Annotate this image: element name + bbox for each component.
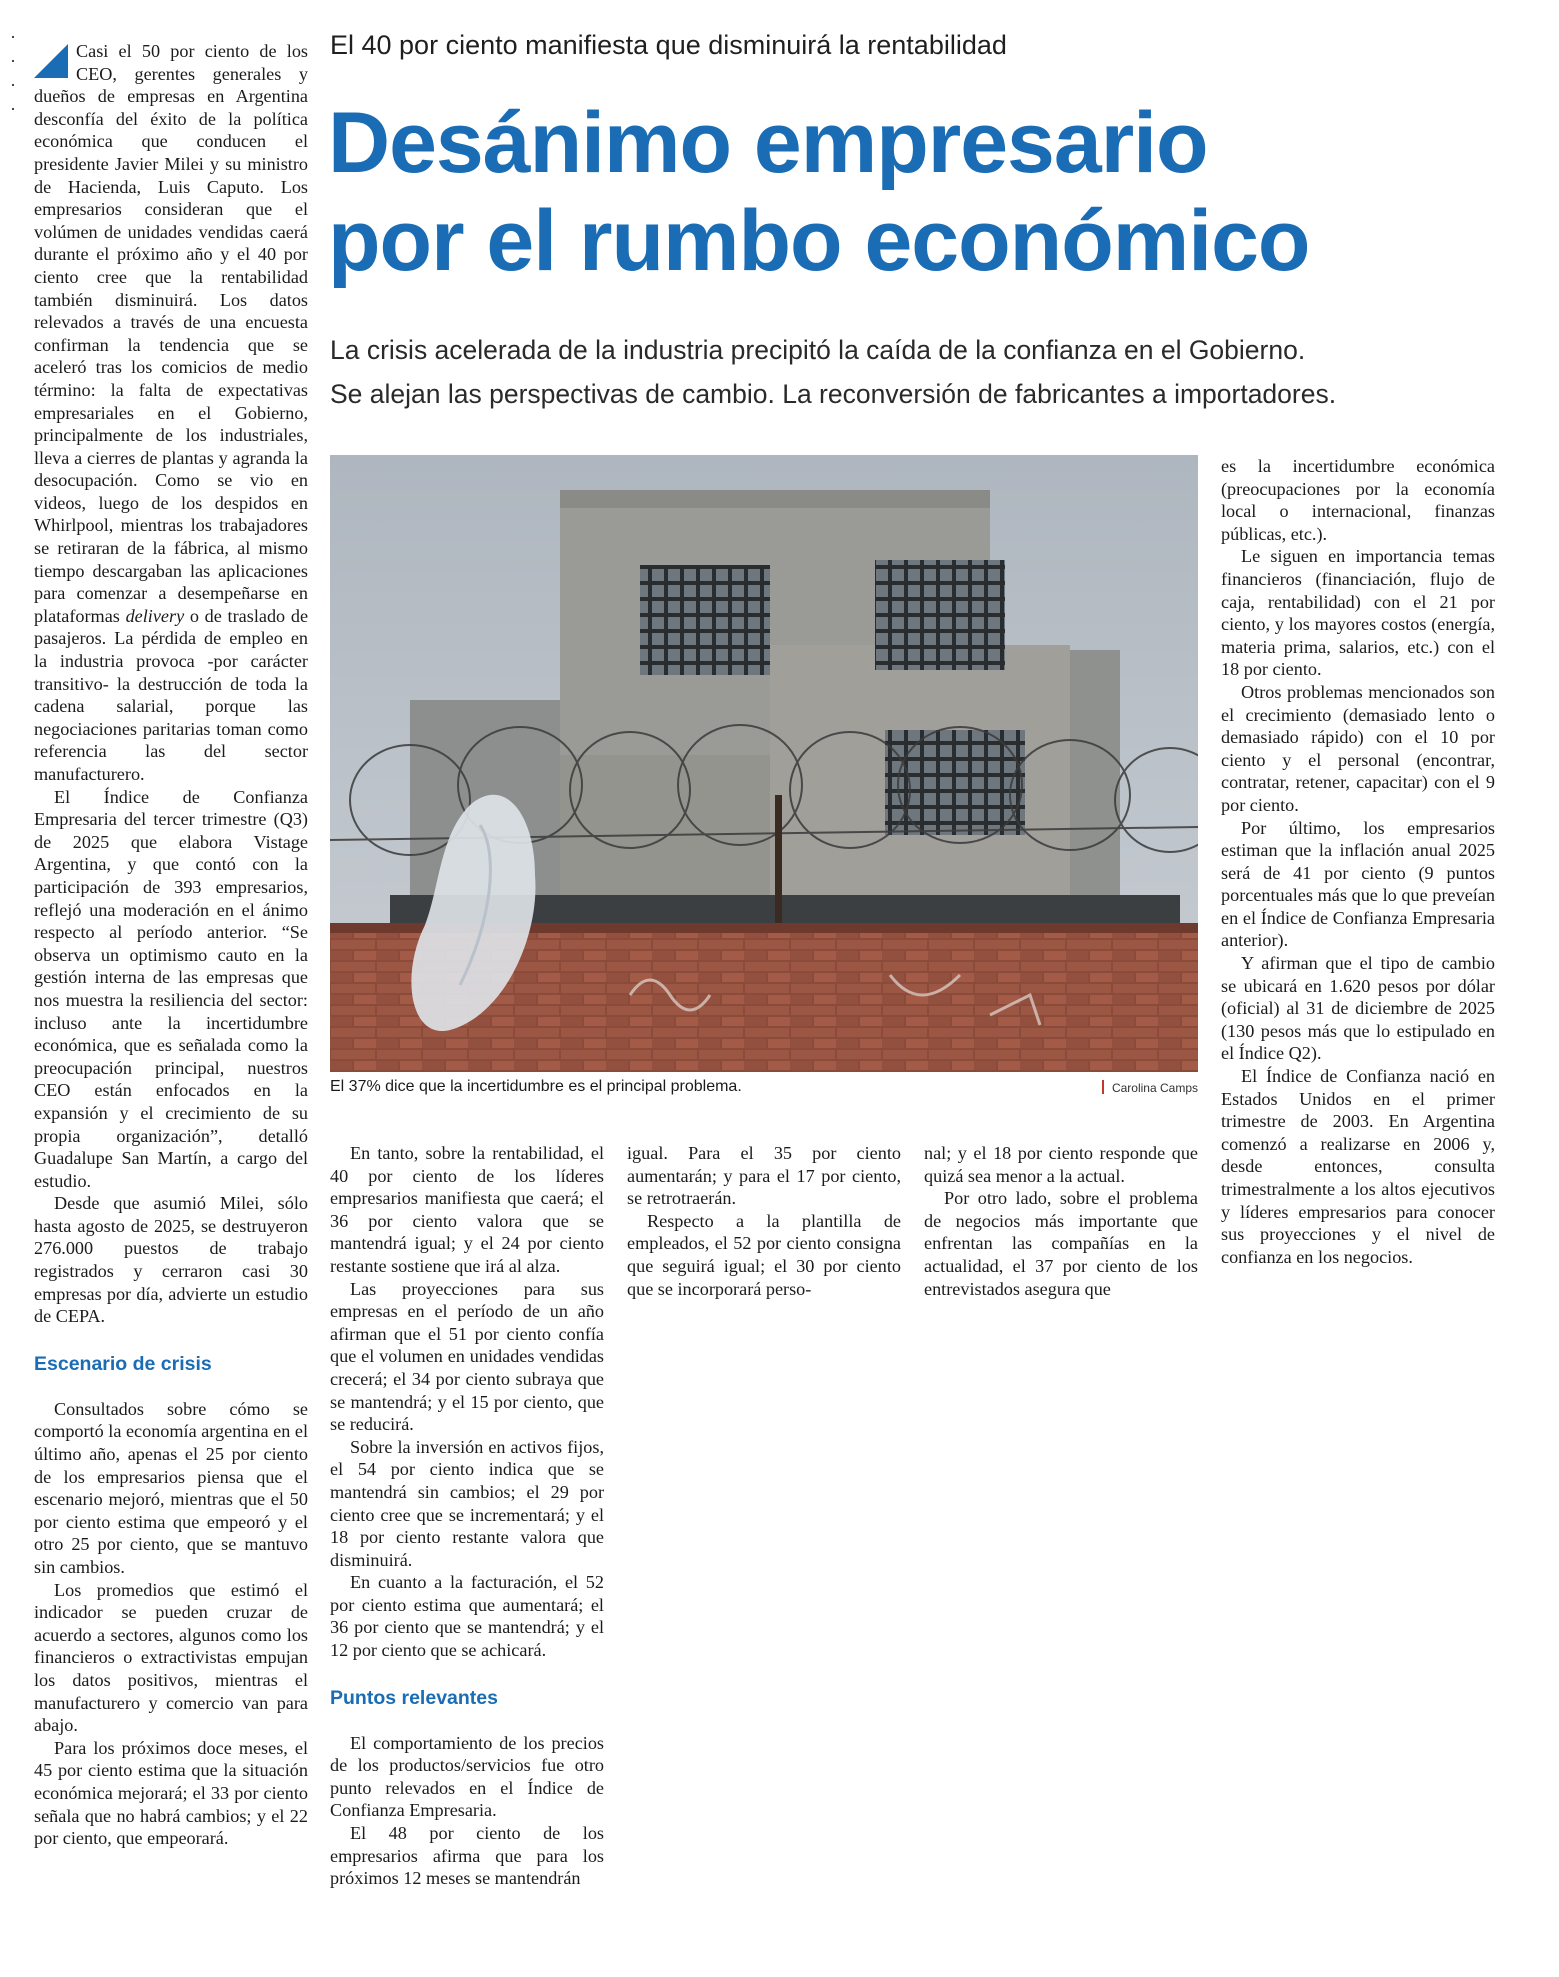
paragraph: Por último, los empresarios estiman que la inflación anual 2025 será de 41 por ciento (9 puntos porcentuales más que lo que preveían en el Índice de Confianza Empresaria anterior). (1221, 817, 1495, 951)
headline-line-2: por el rumbo económico (328, 193, 1310, 289)
photo-credit: Carolina Camps (1102, 1080, 1198, 1095)
lead-triangle-icon (34, 44, 68, 78)
paragraph: Respecto a la plantilla de empleados, el 52 por ciento consigna que seguirá igual; el 30 por ciento que se incorporará perso- (627, 1210, 901, 1299)
paragraph: El Índice de Confianza Empresaria del tercer trimestre (Q3) de 2025 que elabora Vistage Argentina, y que contó con la participación de 393 empresarios, reflejó una moderación en el ánimo respecto al período anterior. “Se observa un optimismo cauto en la gestión interna de las empresas que nos muestra la resiliencia del sector: incluso ante la incertidumbre económica, que es señalada como la preocupación principal, nuestros CEO están enfocados en la expansión y el crecimiento de su propia organización”, detalló Guadalupe San Martín, a cargo del estudio. (34, 786, 308, 1191)
paragraph: igual. Para el 35 por ciento aumentarán; y para el 17 por ciento, se retrotraerán. (627, 1143, 901, 1209)
deck-line-2: Se alejan las perspectivas de cambio. La reconversión de fabricantes a importadores. (330, 379, 1337, 409)
paragraph: es la incertidumbre económica (preocupaciones por la economía local o internacional, finanzas públicas, etc.). (1221, 456, 1495, 544)
article-column-1 (34, 40, 308, 1850)
paragraph: Sobre la inversión en activos fijos, el 54 por ciento indica que se mantendrá sin cambios; el 29 por ciento cree que se incrementará; y el 18 por ciento restante valora que disminuirá. (330, 1436, 604, 1570)
paragraph: El Índice de Confianza nació en Estados Unidos en el primer trimestre de 2003. En Argentina comenzó a realizarse en 2006 y, desde entonces, consulta trimestralmente a los altos ejecutivos y líderes empresarios para conocer sus proyecciones y el nivel de confianza en los negocios. (1221, 1066, 1495, 1267)
paragraph: En tanto, sobre la rentabilidad, el 40 por ciento de los líderes empresarios manifiesta que caerá; el 36 por ciento valora que se mantendrá igual; y el 24 por ciento restante sostiene que irá al alza. (330, 1143, 604, 1276)
article-column-5 (1221, 455, 1495, 1268)
paragraph: Para los próximos doce meses, el 45 por ciento estima que la situación económica mejorará; el 33 por ciento señala que no habrá cambios; y el 22 por ciento, que empeorará. (34, 1737, 308, 1849)
deck-line-1: La crisis acelerada de la industria precipitó la caída de la confianza en el Gobierno. (330, 335, 1306, 365)
paragraph: Por otro lado, sobre el problema de negocios más importante que enfrentan las compañías en la actualidad, el 37 por ciento de los entrevistados asegura que (924, 1188, 1198, 1299)
paragraph: Y afirman que el tipo de cambio se ubicará en 1.620 pesos por dólar (oficial) al 31 de diciembre de 2025 (130 pesos más que lo estipulado en el Índice Q2). (1221, 953, 1495, 1064)
headline (328, 94, 1528, 290)
lead-paragraph: Casi el 50 por ciento de los CEO, gerentes generales y dueños de empresas en Argentina desconfía del éxito de la política económica que conducen el presidente Javier Milei y su ministro de Hacienda, Luis Caputo. Los empresarios consideran que el volúmen de unidades vendidas caerá durante el próximo año y el 40 por ciento cree que la rentabilidad también disminuirá. Los datos relevados a través de una encuesta confirman la tendencia que se aceleró tras los comicios de medio término: la falta de expectativas empresariales en el Gobierno, principalmente de los industriales, lleva a cierres de plantas y agranda la desocupación. Como se vio en videos, luego de los despidos en Whirlpool, mientras los trabajadores se retiraran de la fábrica, al mismo tiempo descargaban las aplicaciones para comenzar a desempeñarse en plataformas delivery o de traslado de pasajeros. La pérdida de empleo en la industria provoca -por carácter transitivo- la destrucción de toda la cadena salarial, porque las negociaciones paritarias toman como referencia las del sector manufacturero. (34, 41, 309, 784)
article-column-2 (330, 1142, 604, 1890)
deck (330, 328, 1530, 416)
paragraph: El comportamiento de los precios de los productos/servicios fue otro punto relevados en el Índice de Confianza Empresaria. (330, 1732, 604, 1821)
article-column-4 (924, 1142, 1198, 1300)
caption-text: El 37% dice que la incertidumbre es el principal problema. (330, 1078, 742, 1095)
paragraph: Consultados sobre cómo se comportó la economía argentina en el último año, apenas el 25 por ciento de los empresarios piensa que el escenario mejoró, mientras que el 50 por ciento estima que empeoró y el otro 25 por ciento, que se mantuvo sin cambios. (34, 1398, 308, 1577)
paragraph: Los promedios que estimó el indicador se pueden cruzar de acuerdo a sectores, algunos como los financieros o extractivistas empujan los datos positivos, mientras el manufacturero y comercio van para abajo. (34, 1579, 308, 1736)
subhead-escenario: Escenario de crisis (34, 1352, 212, 1375)
kicker: El 40 por ciento manifiesta que disminuirá la rentabilidad (330, 30, 1007, 60)
paragraph: Otros problemas mencionados son el crecimiento (demasiado lento o demasiado rápido) con el 10 por ciento y el personal (encontrar, contratar, retener, capacitar) con el 9 por ciento. (1221, 681, 1495, 815)
paragraph: nal; y el 18 por ciento responde que quizá sea menor a la actual. (924, 1143, 1198, 1186)
subhead-puntos: Puntos relevantes (330, 1686, 498, 1709)
photo-caption (330, 1078, 1198, 1096)
page-edge-marks (12, 36, 16, 132)
paragraph: El 48 por ciento de los empresarios afirma que para los próximos 12 meses se mantendrán (330, 1823, 604, 1889)
headline-line-1: Desánimo empresario (328, 95, 1208, 191)
paragraph: Desde que asumió Milei, sólo hasta agosto de 2025, se destruyeron 276.000 puestos de trabajo registrados y cerraron casi 30 empresas por día, advierte un estudio de CEPA. (34, 1193, 308, 1327)
article-column-3 (627, 1142, 901, 1300)
factory-photo-illustration (330, 455, 1198, 1072)
article-photo (330, 455, 1198, 1072)
paragraph: En cuanto a la facturación, el 52 por ciento estima que aumentará; el 36 por ciento que se mantendrá; y el 12 por ciento que se achicará. (330, 1572, 604, 1661)
paragraph: Le siguen en importancia temas financieros (financiación, flujo de caja, rentabilidad) con el 21 por ciento, y los mayores costos (energía, materia prima, salarios, etc.) con el 18 por ciento. (1221, 546, 1495, 680)
paragraph: Las proyecciones para sus empresas en el período de un año afirman que el 51 por ciento confía que el volumen en unidades vendidas crecerá; el 34 por ciento subraya que se mantendrá; y el 15 por ciento, que se reducirá. (330, 1278, 604, 1435)
